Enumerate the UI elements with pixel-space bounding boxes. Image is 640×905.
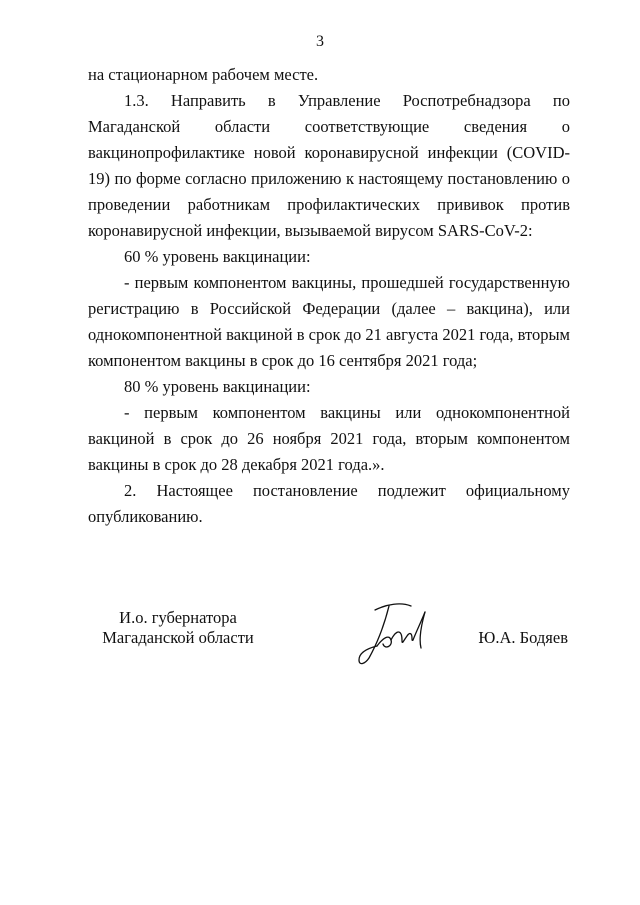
page-number: 3 [316,33,324,50]
paragraph-level-60: 60 % уровень вакцинации: [124,247,311,266]
paragraph-level-80-details: - первым компонентом вакцины или однокомпонентной вакциной в срок до 26 ноября 2021 года, вторым компонентом вакцины в срок до 28 декабря 2021 года.». [88,403,570,474]
signer-name: Ю.А. Бодяев [478,628,568,647]
document-body [88,62,570,530]
signer-title-line-1: И.о. губернатора [119,608,237,627]
handwritten-signature-icon [345,600,440,672]
paragraph-level-60-details: - первым компонентом вакцины, прошедшей государственную регистрацию в Российской Федерации (далее – вакцина), или однокомпонентной вакциной в срок до 21 августа 2021 года, вторым компонентом вакцины в срок до 16 сентября 2021 года; [88,273,570,370]
signer-title [88,608,268,648]
paragraph-continuation: на стационарном рабочем месте. [88,65,319,84]
signer-title-line-2: Магаданской области [102,628,254,647]
paragraph-item-1-3: 1.3. Направить в Управление Роспотребнадзора по Магаданской области соответствующие сведения о вакцинопрофилактике новой коронавирусной инфекции (COVID-19) по форме согласно приложению к настоящему постановлению о проведении работникам профилактических прививок против коронавирусной инфекции, вызываемой вирусом SARS-CoV-2: [88,91,570,240]
paragraph-level-80: 80 % уровень вакцинации: [124,377,311,396]
signature-block [0,600,640,680]
paragraph-item-2: 2. Настоящее постановление подлежит официальному опубликованию. [88,481,570,526]
